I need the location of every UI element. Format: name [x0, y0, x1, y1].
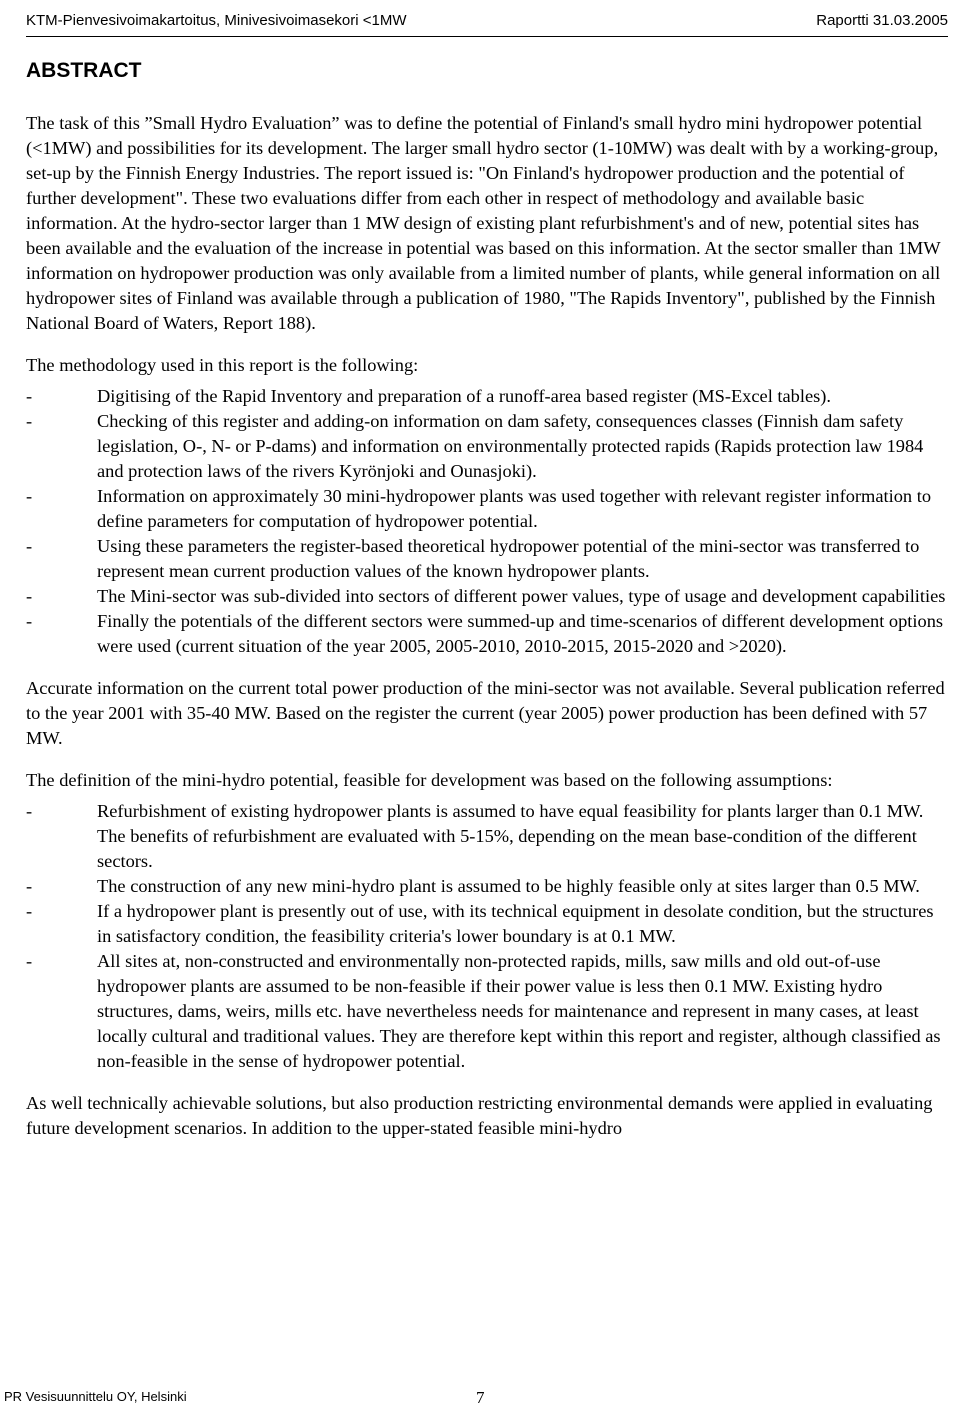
methodology-item: [26, 609, 950, 659]
assumption-item: [26, 899, 950, 949]
page-header: [26, 12, 948, 32]
methodology-item-text: Finally the potentials of the different sectors were summed-up and time-scenarios of different development options were used (current situation of the year 2005, 2005-2010, 2010-2015, 2015-2020 and >2020).: [97, 611, 944, 656]
list-dash: -: [26, 586, 33, 606]
assumptions-intro: The definition of the mini-hydro potential, feasible for development was based on the following assumptions:: [26, 770, 833, 790]
assumption-item: [26, 874, 950, 899]
methodology-item-text: Using these parameters the register-based theoretical hydropower potential of the mini-sector was transferred to represent mean current production values of the known hydropower plants.: [97, 536, 920, 581]
footer-company: PR Vesisuunnittelu OY, Helsinki: [4, 1389, 187, 1404]
document-body: [26, 56, 950, 1158]
methodology-list: [26, 384, 950, 659]
list-dash: -: [26, 411, 33, 431]
assumption-item-text: All sites at, non-constructed and environmentally non-protected rapids, mills, saw mills and old out-of-use hydropower plants are assumed to be non-feasible if their power value is less then 0.1 MW. Existing hydro structures, dams, weirs, mills etc. have nevertheless needs for maintenance and represent in many cases, at least locally cultural and traditional values. They are therefore kept within this report and register, although classified as non-feasible in the sense of hydropower potential.: [97, 951, 941, 1071]
list-dash: -: [26, 536, 33, 556]
list-dash: -: [26, 611, 33, 631]
assumption-item: [26, 799, 950, 874]
assumption-item-text: The construction of any new mini-hydro plant is assumed to be highly feasible only at sites larger than 0.5 MW.: [97, 876, 920, 896]
list-dash: -: [26, 486, 33, 506]
list-dash: -: [26, 876, 33, 896]
header-report-title: KTM-Pienvesivoimakartoitus, Minivesivoimasekori <1MW: [26, 12, 407, 29]
header-rule: [26, 36, 948, 37]
list-dash: -: [26, 801, 33, 821]
assumption-item-text: Refurbishment of existing hydropower plants is assumed to have equal feasibility for plants larger than 0.1 MW. The benefits of refurbishment are evaluated with 5-15%, depending on the mean base-condition of the different sectors.: [97, 801, 924, 871]
paragraph-task: The task of this ”Small Hydro Evaluation” was to define the potential of Finland's small hydro mini hydropower potential (<1MW) and possibilities for its development. The larger small hydro sector (1-10MW) was dealt with by a working-group, set-up by the Finnish Energy Industries. The report issued is: "On Finland's hydropower production and the potential of further development". These two evaluations differ from each other in respect of methodology and available basic information. At the hydro-sector larger than 1 MW design of existing plant refurbishment's and of new, potential sites has been available and the evaluation of the increase in potential was based on this information. At the sector smaller than 1MW information on hydropower production was only available from a limited number of plants, while general information on all hydropower sites of Finland was available through a publication of 1980, "The Rapids Inventory", published by the Finnish National Board of Waters, Report 188).: [26, 113, 941, 333]
methodology-item-text: The Mini-sector was sub-divided into sectors of different power values, type of usage and development capabilities: [97, 586, 946, 606]
methodology-item-text: Digitising of the Rapid Inventory and preparation of a runoff-area based register (MS-Excel tables).: [97, 386, 832, 406]
assumption-item: [26, 949, 950, 1074]
methodology-item: [26, 534, 950, 584]
list-dash: -: [26, 951, 33, 971]
assumptions-list: [26, 799, 950, 1074]
paragraph-scenarios: As well technically achievable solutions, but also production restricting environmental demands were applied in evaluating future development scenarios. In addition to the upper-stated feasible mini-hydro: [26, 1093, 933, 1138]
methodology-item: [26, 409, 950, 484]
methodology-item: [26, 384, 950, 409]
section-title: ABSTRACT: [26, 59, 142, 82]
assumption-item-text: If a hydropower plant is presently out of use, with its technical equipment in desolate condition, but the structures in satisfactory condition, the feasibility criteria's lower boundary is at 0.1 MW.: [97, 901, 934, 946]
page-number: 7: [476, 1388, 485, 1407]
methodology-item-text: Information on approximately 30 mini-hydropower plants was used together with relevant register information to define parameters for computation of hydropower potential.: [97, 486, 932, 531]
header-report-date: Raportti 31.03.2005: [816, 12, 948, 29]
paragraph-current-production: Accurate information on the current total power production of the mini-sector was not available. Several publication referred to the year 2001 with 35-40 MW. Based on the register the current (year 2005) power production has been defined with 57 MW.: [26, 678, 945, 748]
methodology-item: [26, 484, 950, 534]
methodology-intro: The methodology used in this report is the following:: [26, 355, 419, 375]
methodology-item: [26, 584, 950, 609]
list-dash: -: [26, 386, 33, 406]
list-dash: -: [26, 901, 33, 921]
methodology-item-text: Checking of this register and adding-on information on dam safety, consequences classes (Finnish dam safety legislation, O-, N- or P-dams) and information on environmentally protected rapids (Rapids protection law 1984 and protection laws of the rivers Kyrönjoki and Ounasjoki).: [97, 411, 924, 481]
